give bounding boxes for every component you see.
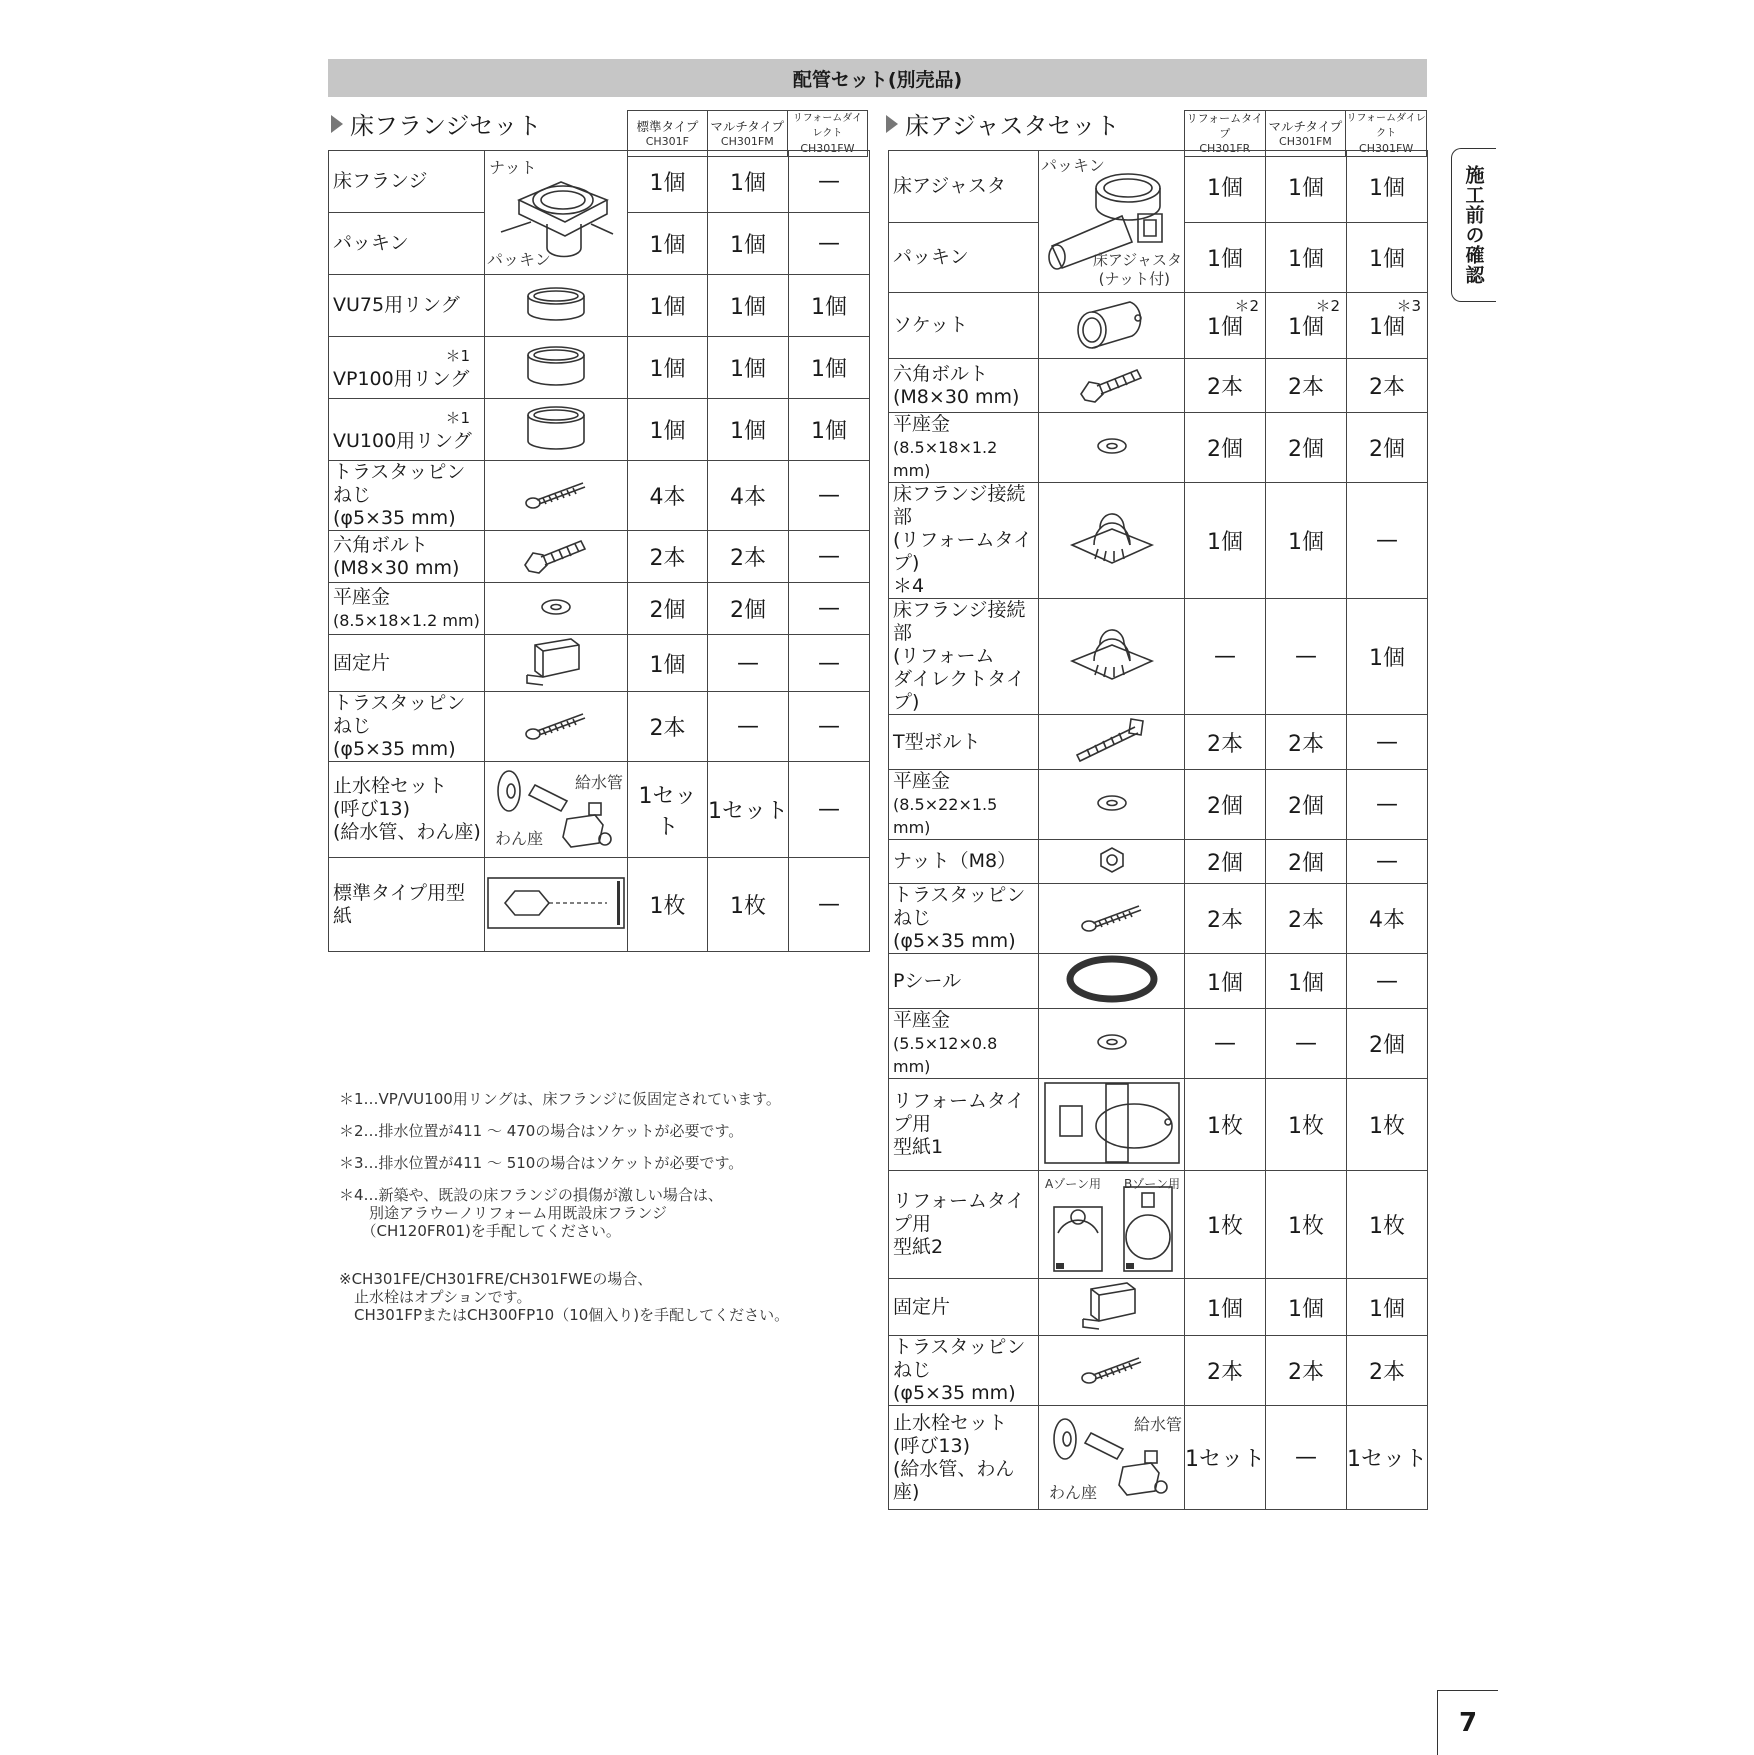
- quantity-cell: 1セット: [1347, 1406, 1428, 1510]
- quantity-cell: 1個: [628, 151, 708, 213]
- left-section-title: [331, 106, 541, 141]
- quantity-cell: ＊3 1個: [1347, 293, 1428, 359]
- right-col-2: マルチタイプ CH301FM: [1265, 111, 1346, 157]
- part-illustration: [1039, 483, 1185, 599]
- footnote-3: ＊3…排水位置が411 ～ 510の場合はソケットが必要です。: [339, 1154, 744, 1172]
- part-illustration: [485, 692, 628, 762]
- quantity-cell: 2本: [628, 531, 708, 583]
- quantity-cell: 4本: [628, 461, 708, 531]
- part-name: リフォームタイプ用: [893, 1090, 1025, 1135]
- part-label-cell: [329, 461, 485, 531]
- quantity-cell: 2個: [1185, 840, 1266, 884]
- left-title-text: 床フランジセット: [350, 112, 542, 140]
- part-label-cell: [329, 531, 485, 583]
- left-col-2: マルチタイプ CH301FM: [707, 111, 787, 157]
- quantity-cell: 1個: [1266, 483, 1347, 599]
- part-spec-2: ダイレクトタイプ): [893, 668, 1025, 713]
- floor-flange-illustration: [485, 151, 628, 275]
- part-illustration: [1039, 884, 1185, 954]
- part-name: 平座金: [893, 1009, 951, 1031]
- callout-adjuster-nut: (ナット付): [1098, 270, 1170, 288]
- quantity-cell: 1個: [628, 635, 708, 692]
- part-spec: 型紙2: [893, 1236, 944, 1258]
- part-label-cell: [329, 337, 485, 399]
- quantity-cell: 1個: [628, 213, 708, 275]
- quantity-note: ＊2: [1234, 297, 1259, 315]
- quantity-cell: 2個: [708, 583, 789, 635]
- quantity-cell: 1個: [1185, 223, 1266, 293]
- quantity-cell: 1個: [789, 399, 870, 461]
- part-illustration: [1039, 770, 1185, 840]
- part-illustration: [1039, 413, 1185, 483]
- table-row: [329, 762, 870, 858]
- part-spec: (8.5×18×1.2 mm): [893, 438, 998, 480]
- part-spec: 型紙1: [893, 1136, 944, 1158]
- stop-valve-illustration: [485, 762, 628, 858]
- part-label-cell: [889, 413, 1039, 483]
- part-name: T型ボルト: [893, 730, 981, 753]
- quantity-cell: —: [1185, 599, 1266, 715]
- part-label-cell: [889, 599, 1039, 715]
- template-2-illustration: [1039, 1171, 1185, 1279]
- part-label-cell: [329, 399, 485, 461]
- part-label-cell: [889, 1279, 1039, 1336]
- part-spec-2: (給水管、わん座): [893, 1457, 1015, 1503]
- part-illustration: [1039, 954, 1185, 1009]
- part-illustration: [485, 461, 628, 531]
- quantity-cell: 1個: [1266, 954, 1347, 1009]
- part-spec-2: ＊4: [893, 575, 925, 597]
- part-name: 標準タイプ用型紙: [333, 881, 466, 927]
- quantity-cell: —: [1347, 954, 1428, 1009]
- table-row: [889, 483, 1428, 599]
- part-label-cell: [889, 483, 1039, 599]
- part-spec: (φ5×35 mm): [333, 738, 456, 760]
- quantity-cell: 1個: [1347, 599, 1428, 715]
- table-row: [889, 954, 1428, 1009]
- callout-packing: パッキン: [487, 250, 551, 269]
- part-illustration: [1039, 715, 1185, 770]
- part-name: 止水栓セット: [333, 775, 448, 797]
- quantity-cell: —: [1347, 840, 1428, 884]
- right-section-title: [886, 106, 1120, 141]
- quantity-cell: —: [1266, 599, 1347, 715]
- quantity-cell: —: [789, 635, 870, 692]
- quantity-cell: —: [789, 213, 870, 275]
- quantity-cell: 1個: [628, 399, 708, 461]
- part-spec: (リフォーム: [893, 645, 995, 667]
- part-name: トラスタッピンねじ: [333, 461, 466, 506]
- part-name: 床アジャスタ: [893, 175, 1006, 197]
- quantity-cell: 2本: [1185, 359, 1266, 413]
- quantity-cell: 2個: [1347, 413, 1428, 483]
- quantity-cell: 4本: [708, 461, 789, 531]
- callout-zone-a: Aゾーン用: [1045, 1177, 1101, 1191]
- table-row: [889, 151, 1428, 223]
- part-spec: (5.5×12×0.8 mm): [893, 1034, 998, 1076]
- part-name: パッキン: [893, 246, 969, 268]
- quantity-cell: 2本: [1266, 359, 1347, 413]
- right-col-1: リフォームタイプ CH301FR: [1185, 111, 1266, 157]
- part-note: ＊1: [445, 346, 470, 365]
- footnote-4: ＊4…新築や、既設の床フランジの損傷が激しい場合は、 別途アラウーノリフォーム用既設床フランジ （CH120FR01)を手配してください。: [339, 1186, 723, 1240]
- part-name: ソケット: [893, 314, 968, 336]
- quantity-cell: —: [789, 692, 870, 762]
- right-parts-table: [888, 150, 1428, 1510]
- part-name: パッキン: [333, 232, 409, 254]
- quantity-cell: —: [708, 635, 789, 692]
- quantity-cell: —: [789, 762, 870, 858]
- part-spec: (呼び13): [893, 1434, 971, 1457]
- quantity-cell: 1個: [708, 213, 789, 275]
- part-spec: (M8×30 mm): [333, 556, 460, 579]
- quantity-cell: —: [1347, 483, 1428, 599]
- right-title-text: 床アジャスタセット: [905, 112, 1120, 140]
- quantity-cell: 1枚: [1347, 1079, 1428, 1171]
- quantity-cell: 2本: [1185, 1336, 1266, 1406]
- quantity-cell: —: [1266, 1009, 1347, 1079]
- quantity-cell: ＊2 1個: [1266, 293, 1347, 359]
- quantity-cell: 2本: [1185, 715, 1266, 770]
- quantity-cell: 1枚: [628, 858, 708, 952]
- part-name: リフォームタイプ用: [893, 1190, 1025, 1235]
- part-illustration: [485, 858, 628, 952]
- side-tab[interactable]: 施工前の確認: [1451, 148, 1496, 302]
- quantity-cell: 2個: [1266, 840, 1347, 884]
- quantity-cell: 4本: [1347, 884, 1428, 954]
- part-spec: (M8×30 mm): [893, 385, 1020, 408]
- quantity-cell: 1枚: [1185, 1171, 1266, 1279]
- part-illustration: [1039, 359, 1185, 413]
- part-spec: (φ5×35 mm): [893, 930, 1016, 952]
- part-label-cell: [889, 293, 1039, 359]
- part-illustration: [1039, 293, 1185, 359]
- table-row: [889, 1171, 1428, 1279]
- quantity-cell: 2本: [1266, 715, 1347, 770]
- part-label-cell: [889, 1171, 1039, 1279]
- quantity-cell: 1個: [628, 275, 708, 337]
- part-spec: (8.5×22×1.5 mm): [893, 795, 998, 837]
- stop-valve-illustration: [1039, 1406, 1185, 1510]
- table-row: [889, 413, 1428, 483]
- part-name: ナット（M8）: [893, 850, 1017, 872]
- table-row: [889, 840, 1428, 884]
- part-illustration: [485, 399, 628, 461]
- quantity-cell: 2本: [628, 692, 708, 762]
- table-row: [329, 151, 870, 213]
- part-illustration: [485, 583, 628, 635]
- left-col-3: リフォームダイレクト CH301FW: [787, 111, 867, 157]
- part-illustration: [485, 275, 628, 337]
- quantity-cell: 1個: [1347, 223, 1428, 293]
- quantity-cell: 2個: [628, 583, 708, 635]
- table-row: [889, 1336, 1428, 1406]
- footnote-1: ＊1…VP/VU100用リングは、床フランジに仮固定されています。: [339, 1090, 781, 1108]
- page-number: 7: [1437, 1690, 1498, 1755]
- quantity-cell: —: [789, 531, 870, 583]
- quantity-cell: 1個: [628, 337, 708, 399]
- part-label-cell: [329, 583, 485, 635]
- part-illustration: [1039, 1079, 1185, 1171]
- table-row: [889, 1009, 1428, 1079]
- quantity-cell: 1個: [1347, 151, 1428, 223]
- part-illustration: [485, 635, 628, 692]
- part-illustration: [1039, 1336, 1185, 1406]
- quantity-cell: 2本: [1266, 1336, 1347, 1406]
- part-illustration: [1039, 1009, 1185, 1079]
- part-illustration: [485, 337, 628, 399]
- part-name: 平座金: [893, 413, 951, 435]
- part-name: 床フランジ接続部: [893, 483, 1026, 528]
- quantity-cell: 1セット: [1185, 1406, 1266, 1510]
- table-row: [329, 692, 870, 762]
- part-label-cell: [889, 1336, 1039, 1406]
- quantity-cell: 1個: [708, 337, 789, 399]
- part-name: VU75用リング: [333, 294, 460, 316]
- quantity-cell: 1枚: [1266, 1171, 1347, 1279]
- part-name: 六角ボルト: [893, 362, 989, 385]
- quantity-cell: 1個: [789, 337, 870, 399]
- part-spec: (φ5×35 mm): [333, 507, 456, 529]
- part-label-cell: [889, 1009, 1039, 1079]
- header-title: 配管セット(別売品): [792, 68, 963, 91]
- table-row: [889, 1406, 1428, 1510]
- footnotes: [339, 1090, 789, 1338]
- part-spec: (呼び13): [333, 798, 411, 820]
- quantity-cell: —: [1347, 715, 1428, 770]
- part-name: トラスタッピンねじ: [333, 692, 466, 737]
- callout-packing: パッキン: [1041, 156, 1105, 175]
- quantity-cell: 1個: [1185, 1279, 1266, 1336]
- table-row: [889, 770, 1428, 840]
- part-name: 止水栓セット: [893, 1411, 1008, 1434]
- table-row: [889, 293, 1428, 359]
- floor-adjuster-illustration: [1039, 151, 1185, 293]
- table-row: [329, 635, 870, 692]
- left-parts-table: [328, 150, 870, 952]
- part-label-cell: [889, 884, 1039, 954]
- quantity-cell: 2個: [1266, 413, 1347, 483]
- part-name: トラスタッピンねじ: [893, 884, 1026, 929]
- quantity-cell: —: [789, 461, 870, 531]
- right-col-3: リフォームダイレクト CH301FW: [1346, 111, 1427, 157]
- callout-adjuster: 床アジャスタ: [1092, 251, 1182, 269]
- part-name: 床フランジ: [333, 170, 428, 192]
- part-label-cell: [889, 1079, 1039, 1171]
- quantity-cell: 1個: [1347, 1279, 1428, 1336]
- part-spec: (リフォームタイプ): [893, 529, 1033, 574]
- table-row: [329, 461, 870, 531]
- part-label-cell: [329, 275, 485, 337]
- quantity-cell: 1枚: [1266, 1079, 1347, 1171]
- quantity-cell: 1枚: [708, 858, 789, 952]
- quantity-note: ＊2: [1315, 297, 1340, 315]
- footnote-2: ＊2…排水位置が411 ～ 470の場合はソケットが必要です。: [339, 1122, 744, 1140]
- part-label-cell: [329, 762, 485, 858]
- part-illustration: [485, 531, 628, 583]
- quantity-cell: 2本: [1347, 1336, 1428, 1406]
- part-spec-2: (給水管、わん座): [333, 821, 481, 843]
- part-name: Pシール: [893, 969, 962, 992]
- part-name: 床フランジ接続部: [893, 599, 1026, 644]
- quantity-cell: ＊2 1個: [1185, 293, 1266, 359]
- part-name: VP100用リング: [333, 367, 470, 390]
- table-row: [329, 858, 870, 952]
- part-label-cell: [889, 840, 1039, 884]
- triangle-icon: [886, 115, 898, 133]
- part-label-cell: [329, 151, 485, 213]
- quantity-cell: 1枚: [1185, 1079, 1266, 1171]
- part-spec: (φ5×35 mm): [893, 1382, 1016, 1404]
- callout-water-pipe: 給水管: [1133, 1415, 1182, 1434]
- quantity-cell: 1個: [1266, 223, 1347, 293]
- part-name: 固定片: [333, 651, 391, 674]
- footnote-5: ※CH301FE/CH301FRE/CH301FWEの場合、 止水栓はオプションです。 CH301FPまたはCH300FP10（10個入り)を手配してください。: [339, 1270, 790, 1324]
- quantity-cell: 1個: [708, 399, 789, 461]
- quantity-cell: 1セット: [708, 762, 789, 858]
- quantity-cell: 1セット: [628, 762, 708, 858]
- page-header: [328, 59, 1427, 97]
- part-label-cell: [889, 715, 1039, 770]
- part-note: ＊1: [445, 408, 470, 427]
- quantity-cell: 1個: [789, 275, 870, 337]
- table-row: [889, 1079, 1428, 1171]
- part-name: 平座金: [893, 770, 951, 792]
- part-name: 平座金: [333, 585, 391, 608]
- quantity-cell: —: [789, 583, 870, 635]
- part-label-cell: [329, 692, 485, 762]
- part-spec: (8.5×18×1.2 mm): [333, 610, 480, 630]
- quantity-cell: —: [789, 858, 870, 952]
- part-label-cell: [889, 151, 1039, 223]
- callout-washer: わん座: [1049, 1483, 1098, 1502]
- table-row: [889, 599, 1428, 715]
- quantity-cell: 1個: [1266, 1279, 1347, 1336]
- table-row: [329, 583, 870, 635]
- part-name: 六角ボルト: [333, 533, 429, 556]
- table-row: [329, 275, 870, 337]
- part-label-cell: [889, 770, 1039, 840]
- table-row: [329, 531, 870, 583]
- quantity-cell: 1個: [1185, 151, 1266, 223]
- part-name: 固定片: [893, 1295, 951, 1318]
- part-label-cell: [889, 954, 1039, 1009]
- quantity-cell: 1個: [708, 151, 789, 213]
- quantity-cell: 2個: [1266, 770, 1347, 840]
- part-label-cell: [889, 223, 1039, 293]
- quantity-note: ＊3: [1396, 297, 1421, 315]
- table-row: [889, 715, 1428, 770]
- quantity-cell: 2本: [1185, 884, 1266, 954]
- quantity-cell: 1個: [1185, 483, 1266, 599]
- table-row: [329, 399, 870, 461]
- callout-nut: ナット: [489, 158, 537, 177]
- quantity-cell: 1個: [1266, 151, 1347, 223]
- part-label-cell: [329, 858, 485, 952]
- callout-water-pipe: 給水管: [574, 773, 623, 792]
- quantity-cell: —: [1266, 1406, 1347, 1510]
- quantity-cell: —: [789, 151, 870, 213]
- triangle-icon: [331, 115, 343, 133]
- part-name: VU100用リング: [333, 429, 472, 452]
- quantity-cell: 2本: [1347, 359, 1428, 413]
- part-label-cell: [889, 1406, 1039, 1510]
- quantity-cell: 1個: [1185, 954, 1266, 1009]
- quantity-cell: —: [1185, 1009, 1266, 1079]
- table-row: [889, 884, 1428, 954]
- part-name: トラスタッピンねじ: [893, 1336, 1026, 1381]
- part-illustration: [1039, 599, 1185, 715]
- quantity-cell: —: [1347, 770, 1428, 840]
- left-col-1: 標準タイプ CH301F: [628, 111, 708, 157]
- part-label-cell: [889, 359, 1039, 413]
- quantity-cell: —: [708, 692, 789, 762]
- table-row: [889, 359, 1428, 413]
- part-illustration: [1039, 840, 1185, 884]
- quantity-cell: 2個: [1347, 1009, 1428, 1079]
- part-label-cell: [329, 635, 485, 692]
- part-label-cell: [329, 213, 485, 275]
- quantity-cell: 2本: [1266, 884, 1347, 954]
- callout-washer: わん座: [495, 829, 544, 848]
- table-row: [329, 337, 870, 399]
- quantity-cell: 1枚: [1347, 1171, 1428, 1279]
- quantity-cell: 1個: [708, 275, 789, 337]
- quantity-cell: 2個: [1185, 413, 1266, 483]
- callout-zone-b: Bゾーン用: [1124, 1177, 1180, 1191]
- quantity-cell: 2個: [1185, 770, 1266, 840]
- quantity-cell: 2本: [708, 531, 789, 583]
- part-illustration: [1039, 1279, 1185, 1336]
- table-row: [889, 1279, 1428, 1336]
